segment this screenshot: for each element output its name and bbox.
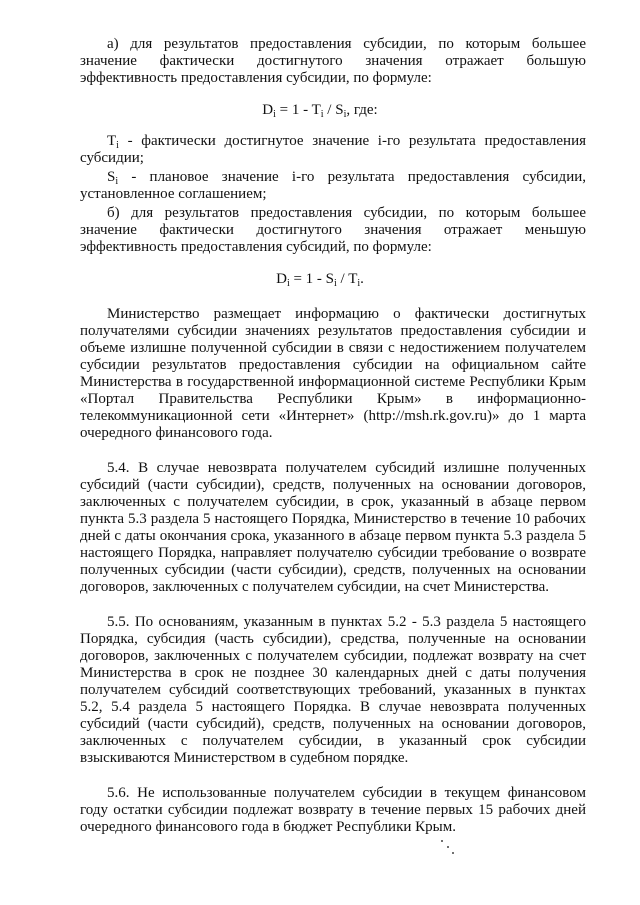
- formula-2-mid2: / T: [336, 271, 358, 287]
- p-5-4-line-2: субсидий (части субсидии), средств, полученных на основании договоров,: [80, 477, 586, 493]
- p-5-4-line-8: договоров, заключенных с получателем субсидии, на счет Министерства.: [80, 579, 550, 595]
- section-a-line-2: значение фактически достигнутого значения отражает большую: [80, 53, 586, 69]
- p-5-5-line-2: Порядка, субсидия (часть субсидии), средства, полученные на основании: [80, 631, 586, 647]
- formula-2-lhs: D: [276, 271, 287, 287]
- definition-t-text: - фактически достигнутое значение i-го результата предоставления: [118, 133, 586, 149]
- ministry-paragraph-line-4: субсидии результатов предоставления субсидии на официальном сайте: [80, 357, 586, 373]
- formula-1-lhs-sub: i: [273, 109, 276, 120]
- ministry-paragraph-line-7: телекоммуникационной сети «Интернет» (http://msh.rk.gov.ru)» до 1 марта: [80, 408, 586, 424]
- section-b-line-2: значение фактически достигнутого значения отражает меньшую: [80, 222, 586, 238]
- ministry-paragraph-line-6: «Портал Правительства Республики Крым» в информационно-: [80, 391, 586, 407]
- formula-2-mid2-sub: i: [357, 278, 361, 289]
- section-b-line-1: б) для результатов предоставления субсидии, по которым большее: [107, 205, 586, 221]
- definition-t-line-1: [107, 133, 586, 150]
- formula-1: [0, 102, 640, 119]
- formula-2-mid1: = 1 - S: [289, 271, 335, 287]
- p-5-5-line-5: получателем субсидий соответствующих требований, указанных в пунктах: [80, 682, 586, 698]
- formula-2-lhs-sub: i: [286, 278, 290, 289]
- scan-speck: [447, 846, 449, 848]
- scan-speck: [452, 852, 454, 854]
- definition-s-line-2: установленное соглашением;: [80, 186, 267, 202]
- ministry-paragraph-line-5: Министерства в государственной информационной системе Республики Крым: [80, 374, 586, 390]
- p-5-5-line-1: 5.5. По основаниям, указанным в пунктах 5.2 - 5.3 раздела 5 настоящего: [107, 614, 586, 630]
- definition-s-text: - плановое значение i-го результата предоставления субсидии,: [118, 169, 586, 185]
- formula-1-mid1-sub: i: [320, 109, 324, 120]
- p-5-4-line-5: дней с даты окончания срока, указанного в абзаце первом пункта 5.3 раздела 5: [80, 528, 586, 544]
- p-5-5-line-8: заключенных с получателем субсидии, в указанный срок субсидии: [80, 733, 586, 749]
- definition-t-symbol-sub: i: [116, 140, 119, 151]
- formula-1-mid1: = 1 - T: [275, 102, 321, 118]
- section-a-line-1: а) для результатов предоставления субсидии, по которым большее: [107, 36, 586, 52]
- ministry-paragraph-line-2: получателями субсидии значениях результатов предоставления субсидии и: [80, 323, 586, 339]
- section-b-line-3: эффективность предоставления субсидий, по формуле:: [80, 239, 432, 255]
- p-5-4-line-1: 5.4. В случае невозврата получателем субсидий излишне полученных: [107, 460, 586, 476]
- definition-t-line-2: субсидии;: [80, 150, 144, 166]
- p-5-6-line-2: году остатки субсидии подлежат возврату в течение первых 15 рабочих дней: [80, 802, 586, 818]
- ministry-paragraph-line-1: Министерство размещает информацию о фактически достигнутых: [107, 306, 586, 322]
- p-5-5-line-6: 5.2, 5.4 раздела 5 настоящего Порядка. В случае невозврата полученных: [80, 699, 586, 715]
- definition-s-symbol: S: [107, 169, 116, 185]
- p-5-4-line-7: полученных субсидии (части субсидии), средств, полученных на основании: [80, 562, 586, 578]
- section-a-line-3: эффективность предоставления субсидии, по формуле:: [80, 70, 432, 86]
- definition-s-line-1: [107, 169, 586, 186]
- p-5-6-line-3: очередного финансового года в бюджет Республики Крым.: [80, 819, 456, 835]
- p-5-4-line-3: заключенных с получателем субсидии, в срок, указанный в абзаце первом: [80, 494, 586, 510]
- formula-1-tail: , где:: [346, 102, 378, 118]
- p-5-6-line-1: 5.6. Не использованные получателем субсидии в текущем финансовом: [107, 785, 586, 801]
- p-5-4-line-6: настоящего Порядка, направляет получателю субсидии требование о возврате: [80, 545, 586, 561]
- p-5-4-line-4: пункта 5.3 раздела 5 настоящего Порядка, Министерство в течение 10 рабочих: [80, 511, 586, 527]
- p-5-5-line-4: Министерства в срок не позднее 30 календарных дней с даты получения: [80, 665, 586, 681]
- definition-t-symbol: T: [107, 133, 117, 149]
- ministry-paragraph-line-8: очередного финансового года.: [80, 425, 273, 441]
- formula-1-mid2: / S: [323, 102, 344, 118]
- formula-2: [0, 271, 640, 288]
- p-5-5-line-7: субсидий (части субсидий), средств, полученных на основании договоров,: [80, 716, 586, 732]
- formula-2-mid1-sub: i: [334, 278, 337, 289]
- p-5-5-line-3: договоров, заключенных с получателем субсидии, подлежат возврату на счет: [80, 648, 586, 664]
- formula-1-lhs: D: [262, 102, 274, 118]
- definition-s-symbol-sub: i: [115, 176, 119, 187]
- p-5-5-line-9: взыскиваются Министерством в судебном порядке.: [80, 750, 409, 766]
- formula-2-tail: .: [360, 271, 364, 287]
- scan-speck: [441, 840, 443, 842]
- ministry-paragraph-line-3: объеме излишне полученной субсидии в связи с недостижением получателем: [80, 340, 586, 356]
- formula-1-mid2-sub: i: [343, 109, 347, 120]
